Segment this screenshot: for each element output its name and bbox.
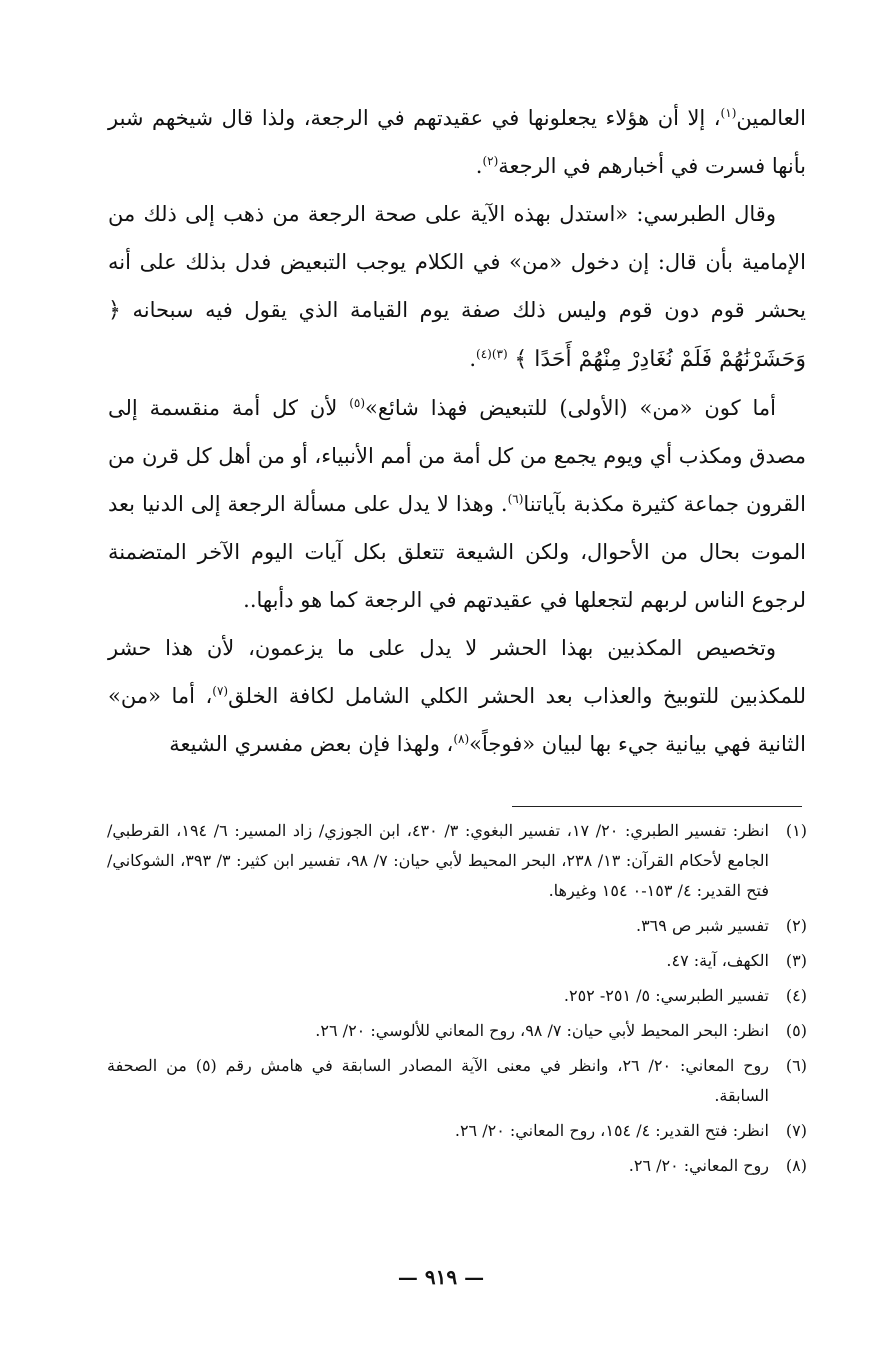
paragraph-2	[108, 190, 806, 384]
footnote-number: (٤)	[785, 986, 807, 1005]
footnote-ref-3: (٣)	[491, 347, 508, 361]
footnote-number: (٢)	[785, 916, 807, 935]
p1-text-2: ، إلا أن هؤلاء يجعلونها في عقيدتهم في الرجعة، ولذا قال شيخهم شبر بأنها فسرت في أخبارهم في الرجعة	[108, 106, 806, 178]
footnote	[107, 981, 807, 1011]
footnote-number: (٥)	[785, 1021, 807, 1040]
footnote-ref-8: (٨)	[453, 732, 470, 746]
footnote-text: تفسير الطبرسي: ٥/ ٢٥١- ٢٥٢.	[563, 986, 769, 1005]
paragraph-1	[108, 94, 806, 190]
footnote-ref-7: (٧)	[212, 684, 229, 698]
paragraph-3	[108, 384, 806, 624]
footnote-number: (٧)	[785, 1121, 807, 1140]
p2-text-1: وقال الطبرسي: «استدل بهذه الآية على صحة الرجعة من ذهب إلى ذلك من الإمامية بأن قال: إن دخول «من» في الكلام يوجب التبعيض فدل بذلك على أنه يحشر قوم دون قوم وليس ذلك صفة يوم القيامة الذي يقول فيه سبحانه	[108, 202, 806, 322]
footnote-text: انظر: تفسير الطبري: ٢٠/ ١٧، تفسير البغوي: ٣/ ٤٣٠، ابن الجوزي/ زاد المسير: ٦/ ١٩٤، القرطبي/ الجامع لأحكام القرآن: ١٣/ ٢٣٨، البحر المحيط لأبي حيان: ٧/ ٩٨، تفسير ابن كثير: ٣/ ٣٩٣، الشوكاني/ فتح القدير: ٤/ ١٥٣-٠ ١٥٤ وغيرها.	[107, 821, 770, 900]
footnote-number: (٦)	[785, 1056, 807, 1075]
footnote-ref-2: (٢)	[482, 154, 499, 168]
footnote-ref-5: (٥)	[349, 396, 366, 410]
footnote	[107, 1116, 807, 1146]
p3-text-2: لأن كل أمة منقسمة إلى مصدق ومكذب أي ويوم يجمع من كل أمة من أمم الأنبياء، أو من أهل كل قرن من القرون جماعة كثيرة مكذبة بآياتنا	[108, 396, 806, 516]
footnote-text: روح المعاني: ٢٠/ ٢٦، وانظر في معنى الآية المصادر السابقة في هامش رقم (٥) من الصحفة السابقة.	[107, 1056, 769, 1105]
footnote-text: الكهف، آية: ٤٧.	[666, 951, 769, 970]
paragraph-4	[108, 624, 806, 768]
p3-text-1: أما كون «من» (الأولى) للتبعيض فهذا شائع»	[365, 396, 776, 420]
footnote-ref-4: (٤)	[476, 347, 492, 361]
quran-verse: ﴿ وَحَشَرْنَٰهُمْ فَلَمْ نُغَادِرْ مِنْهُمْ أَحَدًا ﴾	[108, 298, 806, 372]
footnote-text: انظر: فتح القدير: ٤/ ١٥٤، روح المعاني: ٢٠/ ٢٦.	[454, 1121, 769, 1140]
footnote	[107, 1151, 807, 1181]
p4-text-1: وتخصيص المكذبين بهذا الحشر لا يدل على ما يزعمون، لأن هذا حشر للمكذبين للتوبيخ والعذاب بعد الحشر الكلي الشامل لكافة الخلق	[108, 636, 806, 708]
footnote-number: (١)	[785, 821, 807, 840]
p1-text-3: .	[475, 154, 483, 178]
footnote	[107, 911, 807, 941]
p1-text-1: العالمين	[736, 106, 806, 130]
footnote-separator	[512, 806, 802, 807]
footnote-text: تفسير شبر ص ٣٦٩.	[635, 916, 769, 935]
footnote	[107, 1051, 807, 1111]
footnote-text: انظر: البحر المحيط لأبي حيان: ٧/ ٩٨، روح المعاني للألوسي: ٢٠/ ٢٦.	[315, 1021, 769, 1040]
footnote-ref-6: (٦)	[507, 492, 524, 506]
footnote-number: (٣)	[785, 951, 807, 970]
p3-text-3: . وهذا لا يدل على مسألة الرجعة إلى الدنيا بعد الموت بحال من الأحوال، ولكن الشيعة تتعلق بكل آيات اليوم الآخر المتضمنة لرجوع الناس لربهم لتجعلها في عقيدتهم في الرجعة كما هو دأبها..	[108, 492, 806, 612]
p4-text-2: ، أما «من» الثانية فهي بيانية جيء بها لبيان «فوجاً»	[108, 684, 806, 756]
p2-text-2: .	[469, 347, 477, 371]
footnote	[107, 816, 807, 906]
footnotes	[107, 816, 807, 1186]
footnote	[107, 946, 807, 976]
main-text	[108, 94, 806, 768]
footnote	[107, 1016, 807, 1046]
footnote-number: (٨)	[785, 1156, 807, 1175]
footnote-ref-1: (١)	[720, 106, 737, 120]
footnote-text: روح المعاني: ٢٠/ ٢٦.	[628, 1156, 769, 1175]
p4-text-3: ، ولهذا فإن بعض مفسري الشيعة	[169, 732, 454, 756]
page-number: — ٩١٩ —	[397, 1265, 485, 1289]
